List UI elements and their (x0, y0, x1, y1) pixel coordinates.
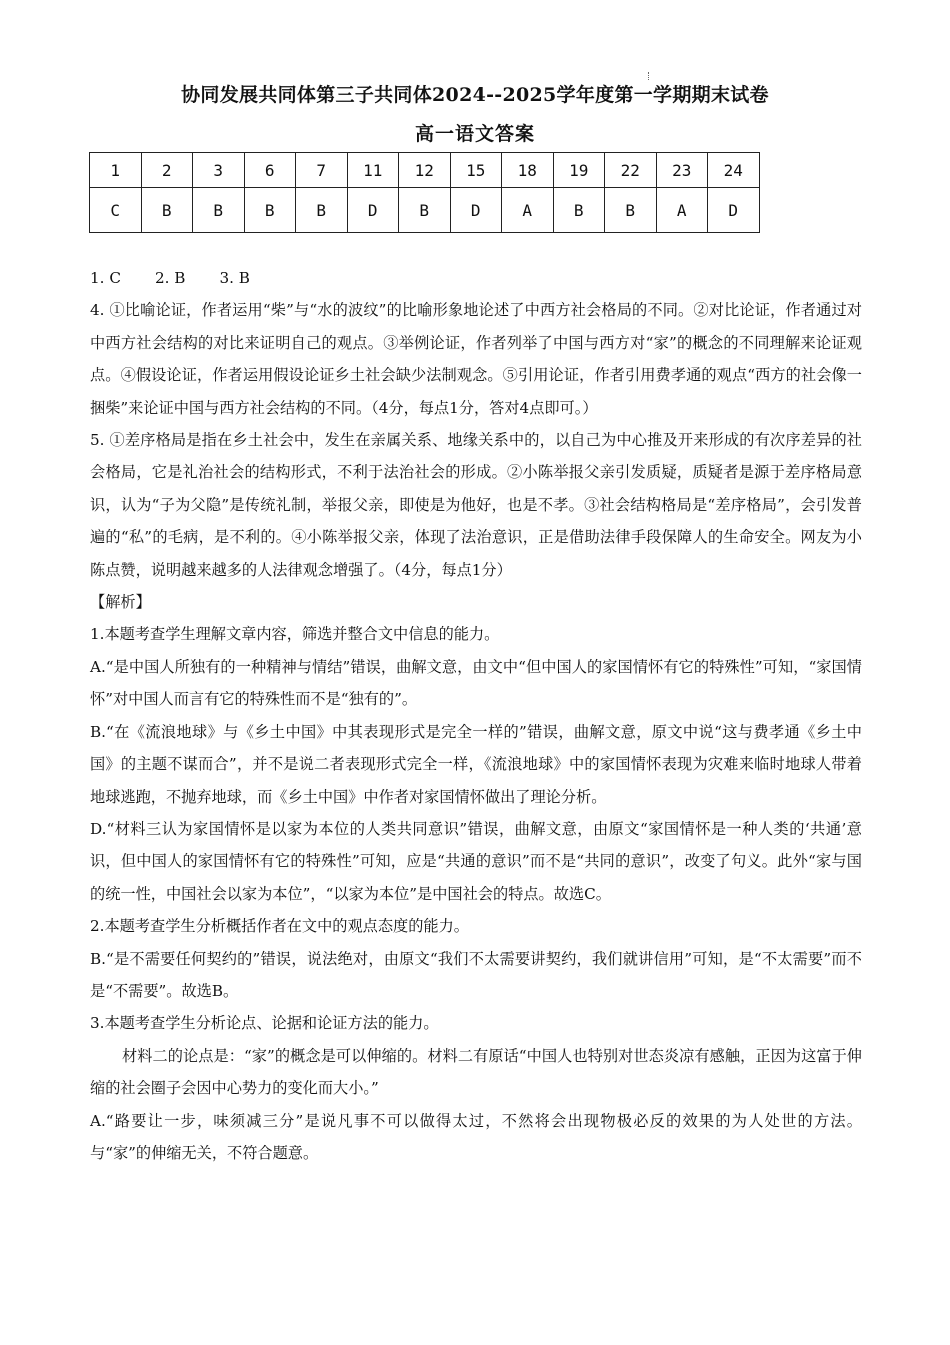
question-number: 7 (296, 153, 348, 188)
question-number: 1 (90, 153, 142, 188)
answer-cell: B (296, 188, 348, 233)
answer-cell: D (347, 188, 399, 233)
answer-cell: B (553, 188, 605, 233)
scan-mark (648, 72, 650, 80)
answer-paragraph: 5. ①差序格局是指在乡土社会中，发生在亲属关系、地缘关系中的，以自己为中心推及开来形成的有次序差异的社会格局，它是礼治社会的结构形式，不利于法治社会的形成。②小陈举报父亲引发质疑，质疑者是源于差序格局意识，认为“子为父隐”是传统礼制，举报父亲，即使是为他好，也是不孝。③社会结构格局是“差序格局”，会引发普遍的“私”的毛病，是不利的。④小陈举报父亲，体现了法治意识，正是借助法律手段保障人的生命安全。网友为小陈点赞，说明越来越多的人法律观念增强了。（4分，每点1分） (90, 431, 862, 579)
analysis-paragraph: B.“是不需要任何契约的”错误，说法绝对，由原文“我们不太需要讲契约，我们就讲信用”可知，是“不太需要”而不是“不需要”。故选B。 (90, 949, 862, 1000)
answer-body (90, 262, 862, 1169)
answer-table-question-row (90, 153, 760, 188)
analysis-paragraph: 2.本题考查学生分析概括作者在文中的观点态度的能力。 (90, 917, 469, 936)
short-answer: 1. C (90, 269, 121, 287)
analysis-paragraph: B.“在《流浪地球》与《乡土中国》中其表现形式是完全一样的”错误，曲解文意，原文中说“这与费孝通《乡土中国》的主题不谋而合”，并不是说二者表现形式完全一样，《流浪地球》中的家国情怀表现为灾难来临时地球人带着地球逃跑，不抛弃地球，而《乡土中国》中作者对家国情怀做出了理论分析。 (90, 722, 862, 806)
answer-table (89, 152, 760, 233)
analysis-paragraph: D.“材料三认为家国情怀是以家为本位的人类共同意识”错误，曲解文意，由原文“家国情怀是一种人类的‘共通’意识，但中国人的家国情怀有它的特殊性”可知，应是“共通的意识”而不是“共同的意识”，改变了句义。此外“家与国的统一性，中国社会以家为本位”，“以家为本位”是中国社会的特点。故选C。 (90, 819, 862, 903)
question-number: 3 (193, 153, 245, 188)
question-number: 15 (450, 153, 502, 188)
document-subtitle: 高一语文答案 (414, 123, 535, 145)
answer-cell: B (399, 188, 451, 233)
answer-cell: C (90, 188, 142, 233)
analysis-paragraph: A.“是中国人所独有的一种精神与情结”错误，曲解文意，由文中“但中国人的家国情怀有它的特殊性”可知，“家国情怀”对中国人而言有它的特殊性而不是“独有的”。 (90, 657, 862, 709)
analysis-paragraph: 1.本题考查学生理解文章内容，筛选并整合文中信息的能力。 (90, 625, 500, 644)
question-number: 19 (553, 153, 605, 188)
short-answer: 3. B (219, 269, 250, 287)
analysis-paragraph: 3.本题考查学生分析论点、论据和论证方法的能力。 (90, 1014, 439, 1033)
question-number: 6 (244, 153, 296, 188)
answer-cell: D (708, 188, 760, 233)
question-number: 12 (399, 153, 451, 188)
analysis-paragraph: 材料二的论点是：“家”的概念是可以伸缩的。材料二有原话“中国人也特别对世态炎凉有感触，正因为这富于伸缩的社会圈子会因中心势力的变化而大小。” (90, 1046, 862, 1098)
short-answers-line (90, 262, 862, 294)
question-number: 18 (502, 153, 554, 188)
answer-table-answer-row (90, 188, 760, 233)
question-number: 2 (141, 153, 193, 188)
analysis-paragraph: A.“路要让一步，味须减三分”是说凡事不可以做得太过，不然将会出现物极必反的效果的为人处世的方法。与“家”的伸缩无关，不符合题意。 (90, 1111, 862, 1162)
question-number: 23 (656, 153, 708, 188)
answer-cell: B (605, 188, 657, 233)
question-number: 11 (347, 153, 399, 188)
analysis-heading: 【解析】 (90, 593, 151, 612)
short-answer: 2. B (154, 269, 186, 287)
document-title: 协同发展共同体第三子共同体2024--2025学年度第一学期期末试卷 (181, 84, 769, 106)
answer-cell: B (141, 188, 193, 233)
question-number: 22 (605, 153, 657, 188)
answer-cell: B (244, 188, 296, 233)
answer-cell: D (450, 188, 502, 233)
question-number: 24 (708, 153, 760, 188)
answer-cell: A (656, 188, 708, 233)
answer-cell: A (502, 188, 554, 233)
answer-paragraph: 4. ①比喻论证，作者运用“柴”与“水的波纹”的比喻形象地论述了中西方社会格局的不同。②对比论证，作者通过对中西方社会结构的对比来证明自己的观点。③举例论证，作者列举了中国与西方对“家”的概念的不同理解来论证观点。④假设论证，作者运用假设论证乡土社会缺少法制观念。⑤引用论证，作者引用费孝通的观点“西方的社会像一捆柴”来论证中国与西方社会结构的不同。（4分，每点1分，答对4点即可。） (90, 301, 862, 417)
answer-cell: B (193, 188, 245, 233)
